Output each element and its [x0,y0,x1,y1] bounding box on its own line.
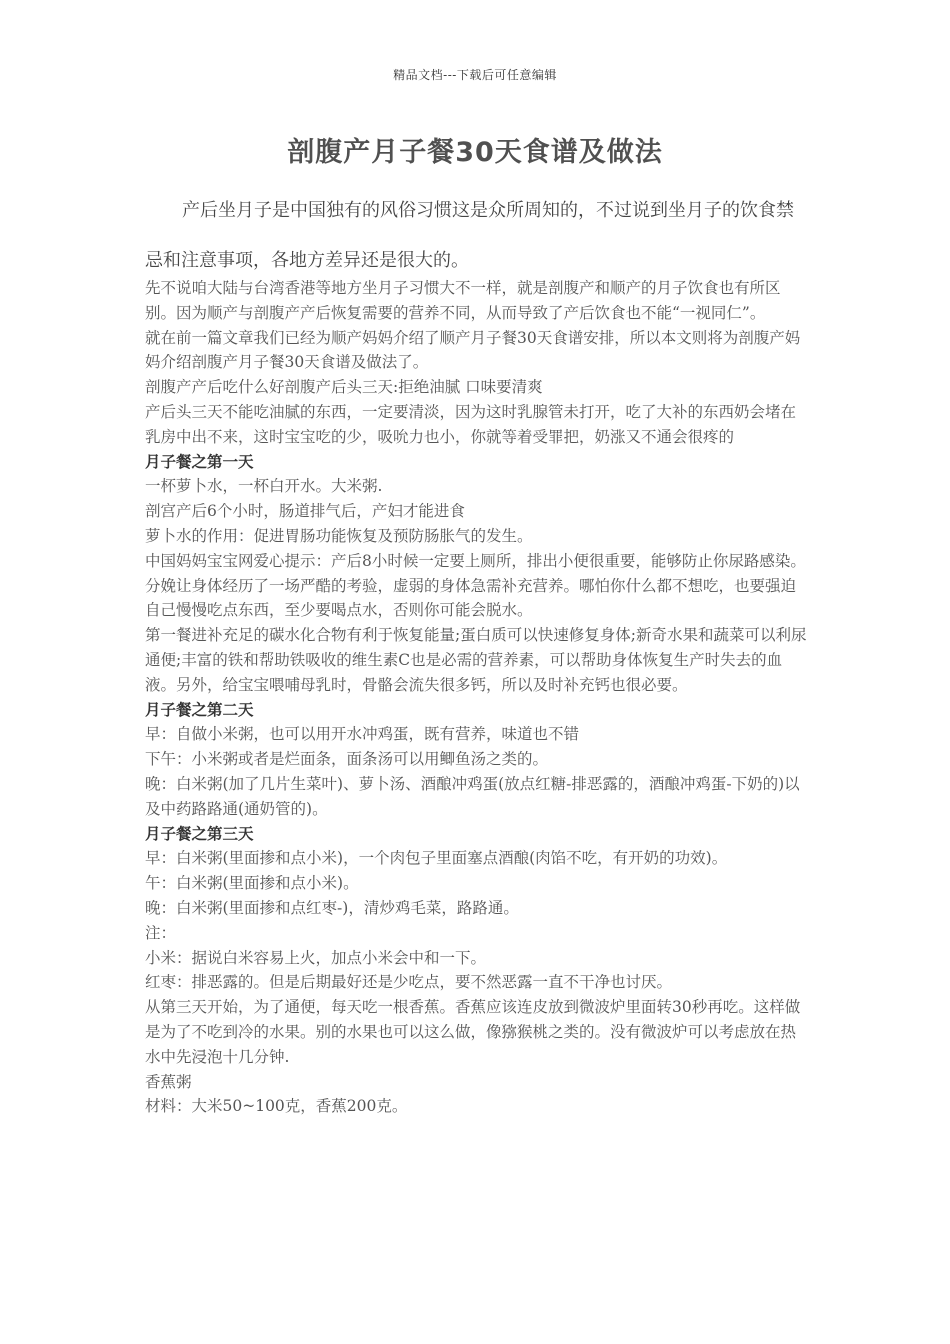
body-paragraph: 萝卜水的作用：促进胃肠功能恢复及预防肠胀气的发生。 [145,526,533,545]
body-paragraph: 先不说咱大陆与台湾香港等地方坐月子习惯大不一样，就是剖腹产和顺产的月子饮食也有所区别。因为顺产与剖腹产产后恢复需要的营养不同，从而导致了产后饮食也不能“一视同仁”。 [145,279,781,322]
body-paragraph: 第一餐进补充足的碳水化合物有利于恢复能量;蛋白质可以快速修复身体;新奇水果和蔬菜可以利尿通便;丰富的铁和帮助铁吸收的维生素C也是必需的营养素，可以帮助身体恢复生产时失去的血液。另外，给宝宝喂哺母乳时，骨骼会流失很多钙，所以及时补充钙也很必要。 [145,626,807,694]
body-paragraph: 产后头三天不能吃油腻的东西，一定要清淡，因为这时乳腺管未打开，吃了大补的东西奶会堵在乳房中出不来，这时宝宝吃的少，吸吮力也小，你就等着受罪把，奶涨又不通会很疼的 [145,402,797,446]
body-paragraph: 就在前一篇文章我们已经为顺产妈妈介绍了顺产月子餐30天食谱安排，所以本文则将为剖腹产妈妈介绍剖腹产月子餐30天食谱及做法了。 [145,328,801,372]
document-body [145,276,810,1119]
body-paragraph: 晚：白米粥(里面掺和点红枣-)，清炒鸡毛菜，路路通。 [145,898,519,917]
body-paragraph: 材料：大米50~100克，香蕉200克。 [145,1097,408,1116]
body-paragraph: 红枣：排恶露的。但是后期最好还是少吃点，要不然恶露一直不干净也讨厌。 [145,973,673,992]
section-heading: 月子餐之第三天 [145,823,254,843]
body-paragraph: 分娩让身体经历了一场严酷的考验，虚弱的身体急需补充营养。哪怕你什么都不想吃，也要强迫自己慢慢吃点东西，至少要喝点水，否则你可能会脱水。 [145,576,797,620]
body-paragraph: 剖宫产后6个小时，肠道排气后，产妇才能进食 [145,502,465,521]
section-heading: 月子餐之第二天 [145,699,254,719]
body-paragraph: 从第三天开始，为了通便，每天吃一根香蕉。香蕉应该连皮放到微波炉里面转30秒再吃。这样做是为了不吃到冷的水果。别的水果也可以这么做，像猕猴桃之类的。没有微波炉可以考虑放在热水中先浸泡十几分钟. [145,998,801,1066]
body-paragraph: 一杯萝卜水，一杯白开水。大米粥. [145,477,383,496]
body-paragraph: 注： [145,923,177,942]
body-paragraph: 中国妈妈宝宝网爱心提示：产后8小时候一定要上厕所，排出小便很重要，能够防止你尿路感染。 [145,551,806,570]
document-title: 剖腹产月子餐30天食谱及做法 [287,137,663,168]
body-paragraph: 早：自做小米粥，也可以用开水冲鸡蛋，既有营养，味道也不错 [145,725,580,744]
body-paragraph: 早：白米粥(里面掺和点小米)，一个肉包子里面塞点酒酿(肉馅不吃，有开奶的功效)。 [145,849,728,868]
intro-paragraph: 产后坐月子是中国独有的风俗习惯这是众所周知的，不过说到坐月子的饮食禁忌和注意事项，各地方差异还是很大的。 [145,200,794,271]
body-paragraph: 晚：白米粥(加了几片生菜叶)、萝卜汤、酒酿冲鸡蛋(放点红糖-排恶露的，酒酿冲鸡蛋-下奶的)以及中药路路通(通奶管的)。 [145,774,800,818]
body-paragraph: 午：白米粥(里面掺和点小米)。 [145,874,359,893]
body-paragraph: 香蕉粥 [145,1072,192,1091]
page-header: 精品文档---下载后可任意编辑 [393,68,557,82]
body-paragraph: 剖腹产产后吃什么好剖腹产后头三天:拒绝油腻 口味要清爽 [145,378,543,397]
section-heading: 月子餐之第一天 [145,451,254,471]
body-paragraph: 小米：据说白米容易上火，加点小米会中和一下。 [145,948,487,967]
body-paragraph: 下午：小米粥或者是烂面条，面条汤可以用鲫鱼汤之类的。 [145,750,549,769]
